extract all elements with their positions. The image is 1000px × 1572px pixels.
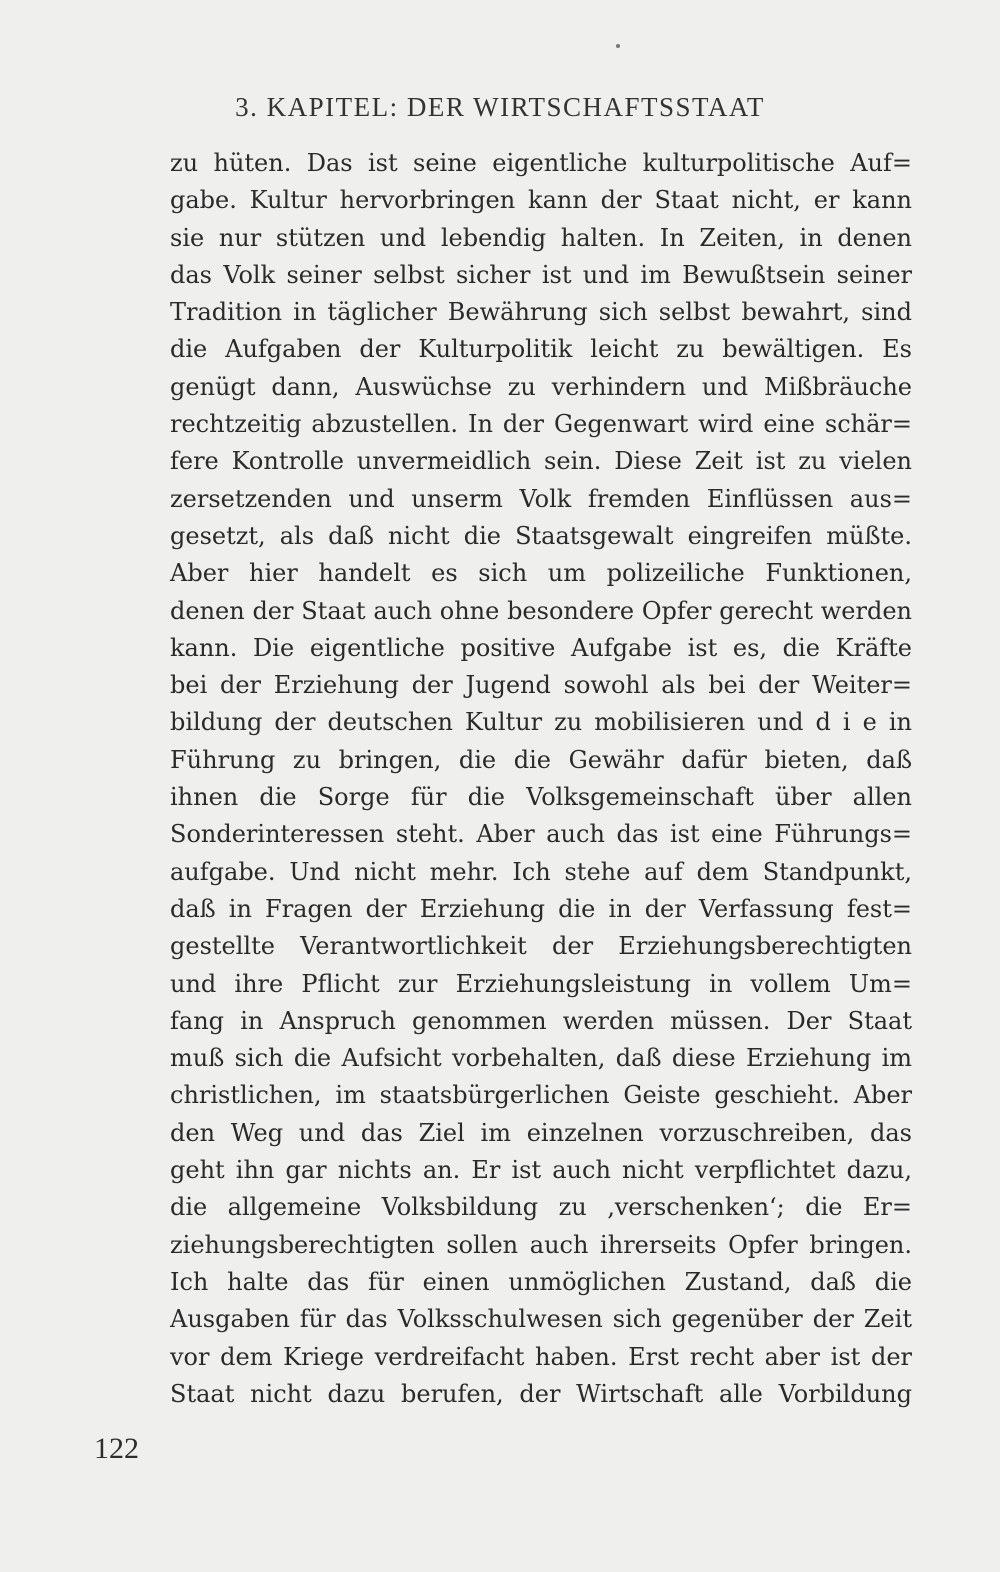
text-line: sie nur stützen und lebendig halten. In Zeiten, in denen: [170, 223, 912, 252]
text-line: Tradition in täglicher Bewährung sich selbst bewahrt, sind: [170, 298, 912, 327]
text-line: Ausgaben für das Volksschulwesen sich gegenüber der Zeit: [170, 1305, 912, 1334]
text-line: aufgabe. Und nicht mehr. Ich stehe auf dem Standpunkt,: [170, 857, 912, 886]
text-line: Aber hier handelt es sich um polizeiliche Funktionen,: [170, 559, 912, 588]
text-line: den Weg und das Ziel im einzelnen vorzuschreiben, das: [170, 1118, 912, 1147]
text-line: muß sich die Aufsicht vorbehalten, daß diese Erziehung im: [170, 1044, 912, 1073]
text-line: kann. Die eigentliche positive Aufgabe ist es, die Kräfte: [170, 633, 912, 662]
text-line: Führung zu bringen, die die Gewähr dafür bieten, daß: [170, 745, 912, 774]
text-line: vor dem Kriege verdreifacht haben. Erst recht aber ist der: [170, 1342, 912, 1371]
paper-speck: [616, 44, 620, 48]
text-line: fang in Anspruch genommen werden müssen. Der Staat: [170, 1006, 912, 1035]
page-number: 122: [94, 1432, 139, 1465]
text-line: christlichen, im staatsbürgerlichen Geiste geschieht. Aber: [170, 1081, 912, 1110]
text-line: rechtzeitig abzustellen. In der Gegenwart wird eine schär=: [170, 410, 912, 439]
text-line: Sonderinteressen steht. Aber auch das ist eine Führungs=: [170, 820, 912, 849]
text-line: Ich halte das für einen unmöglichen Zustand, daß die: [170, 1267, 912, 1296]
text-line: gesetzt, als daß nicht die Staatsgewalt eingreifen müßte.: [170, 521, 912, 550]
text-line: bei der Erziehung der Jugend sowohl als bei der Weiter=: [170, 671, 912, 700]
text-line: bildung der deutschen Kultur zu mobilisieren und d i e in: [170, 708, 912, 737]
text-line: und ihre Pflicht zur Erziehungsleistung in vollem Um=: [170, 969, 912, 998]
text-line: denen der Staat auch ohne besondere Opfer gerecht werden: [170, 596, 912, 625]
text-line: geht ihn gar nichts an. Er ist auch nicht verpflichtet dazu,: [170, 1156, 912, 1185]
body-text: [170, 145, 912, 1413]
text-line: fere Kontrolle unvermeidlich sein. Diese Zeit ist zu vielen: [170, 447, 912, 476]
text-line: zersetzenden und unserm Volk fremden Einflüssen aus=: [170, 484, 912, 513]
text-line: daß in Fragen der Erziehung die in der Verfassung fest=: [170, 894, 912, 923]
text-line: gestellte Verantwortlichkeit der Erziehungsberechtigten: [170, 932, 912, 961]
text-line: Staat nicht dazu berufen, der Wirtschaft alle Vorbildung: [170, 1379, 912, 1408]
text-line: die allgemeine Volksbildung zu ‚verschenken‘; die Er=: [170, 1193, 912, 1222]
running-header: 3. KAPITEL: DER WIRTSCHAFTSSTAAT: [235, 92, 765, 122]
text-line: die Aufgaben der Kulturpolitik leicht zu bewältigen. Es: [170, 335, 912, 364]
text-line: gabe. Kultur hervorbringen kann der Staat nicht, er kann: [170, 186, 912, 215]
text-line: ihnen die Sorge für die Volksgemeinschaft über allen: [170, 783, 912, 812]
text-line: zu hüten. Das ist seine eigentliche kulturpolitische Auf=: [170, 149, 912, 177]
text-line: genügt dann, Auswüchse zu verhindern und Mißbräuche: [170, 372, 912, 401]
text-line: ziehungsberechtigten sollen auch ihrerseits Opfer bringen.: [170, 1230, 912, 1259]
text-line: das Volk seiner selbst sicher ist und im Bewußtsein seiner: [170, 260, 912, 289]
